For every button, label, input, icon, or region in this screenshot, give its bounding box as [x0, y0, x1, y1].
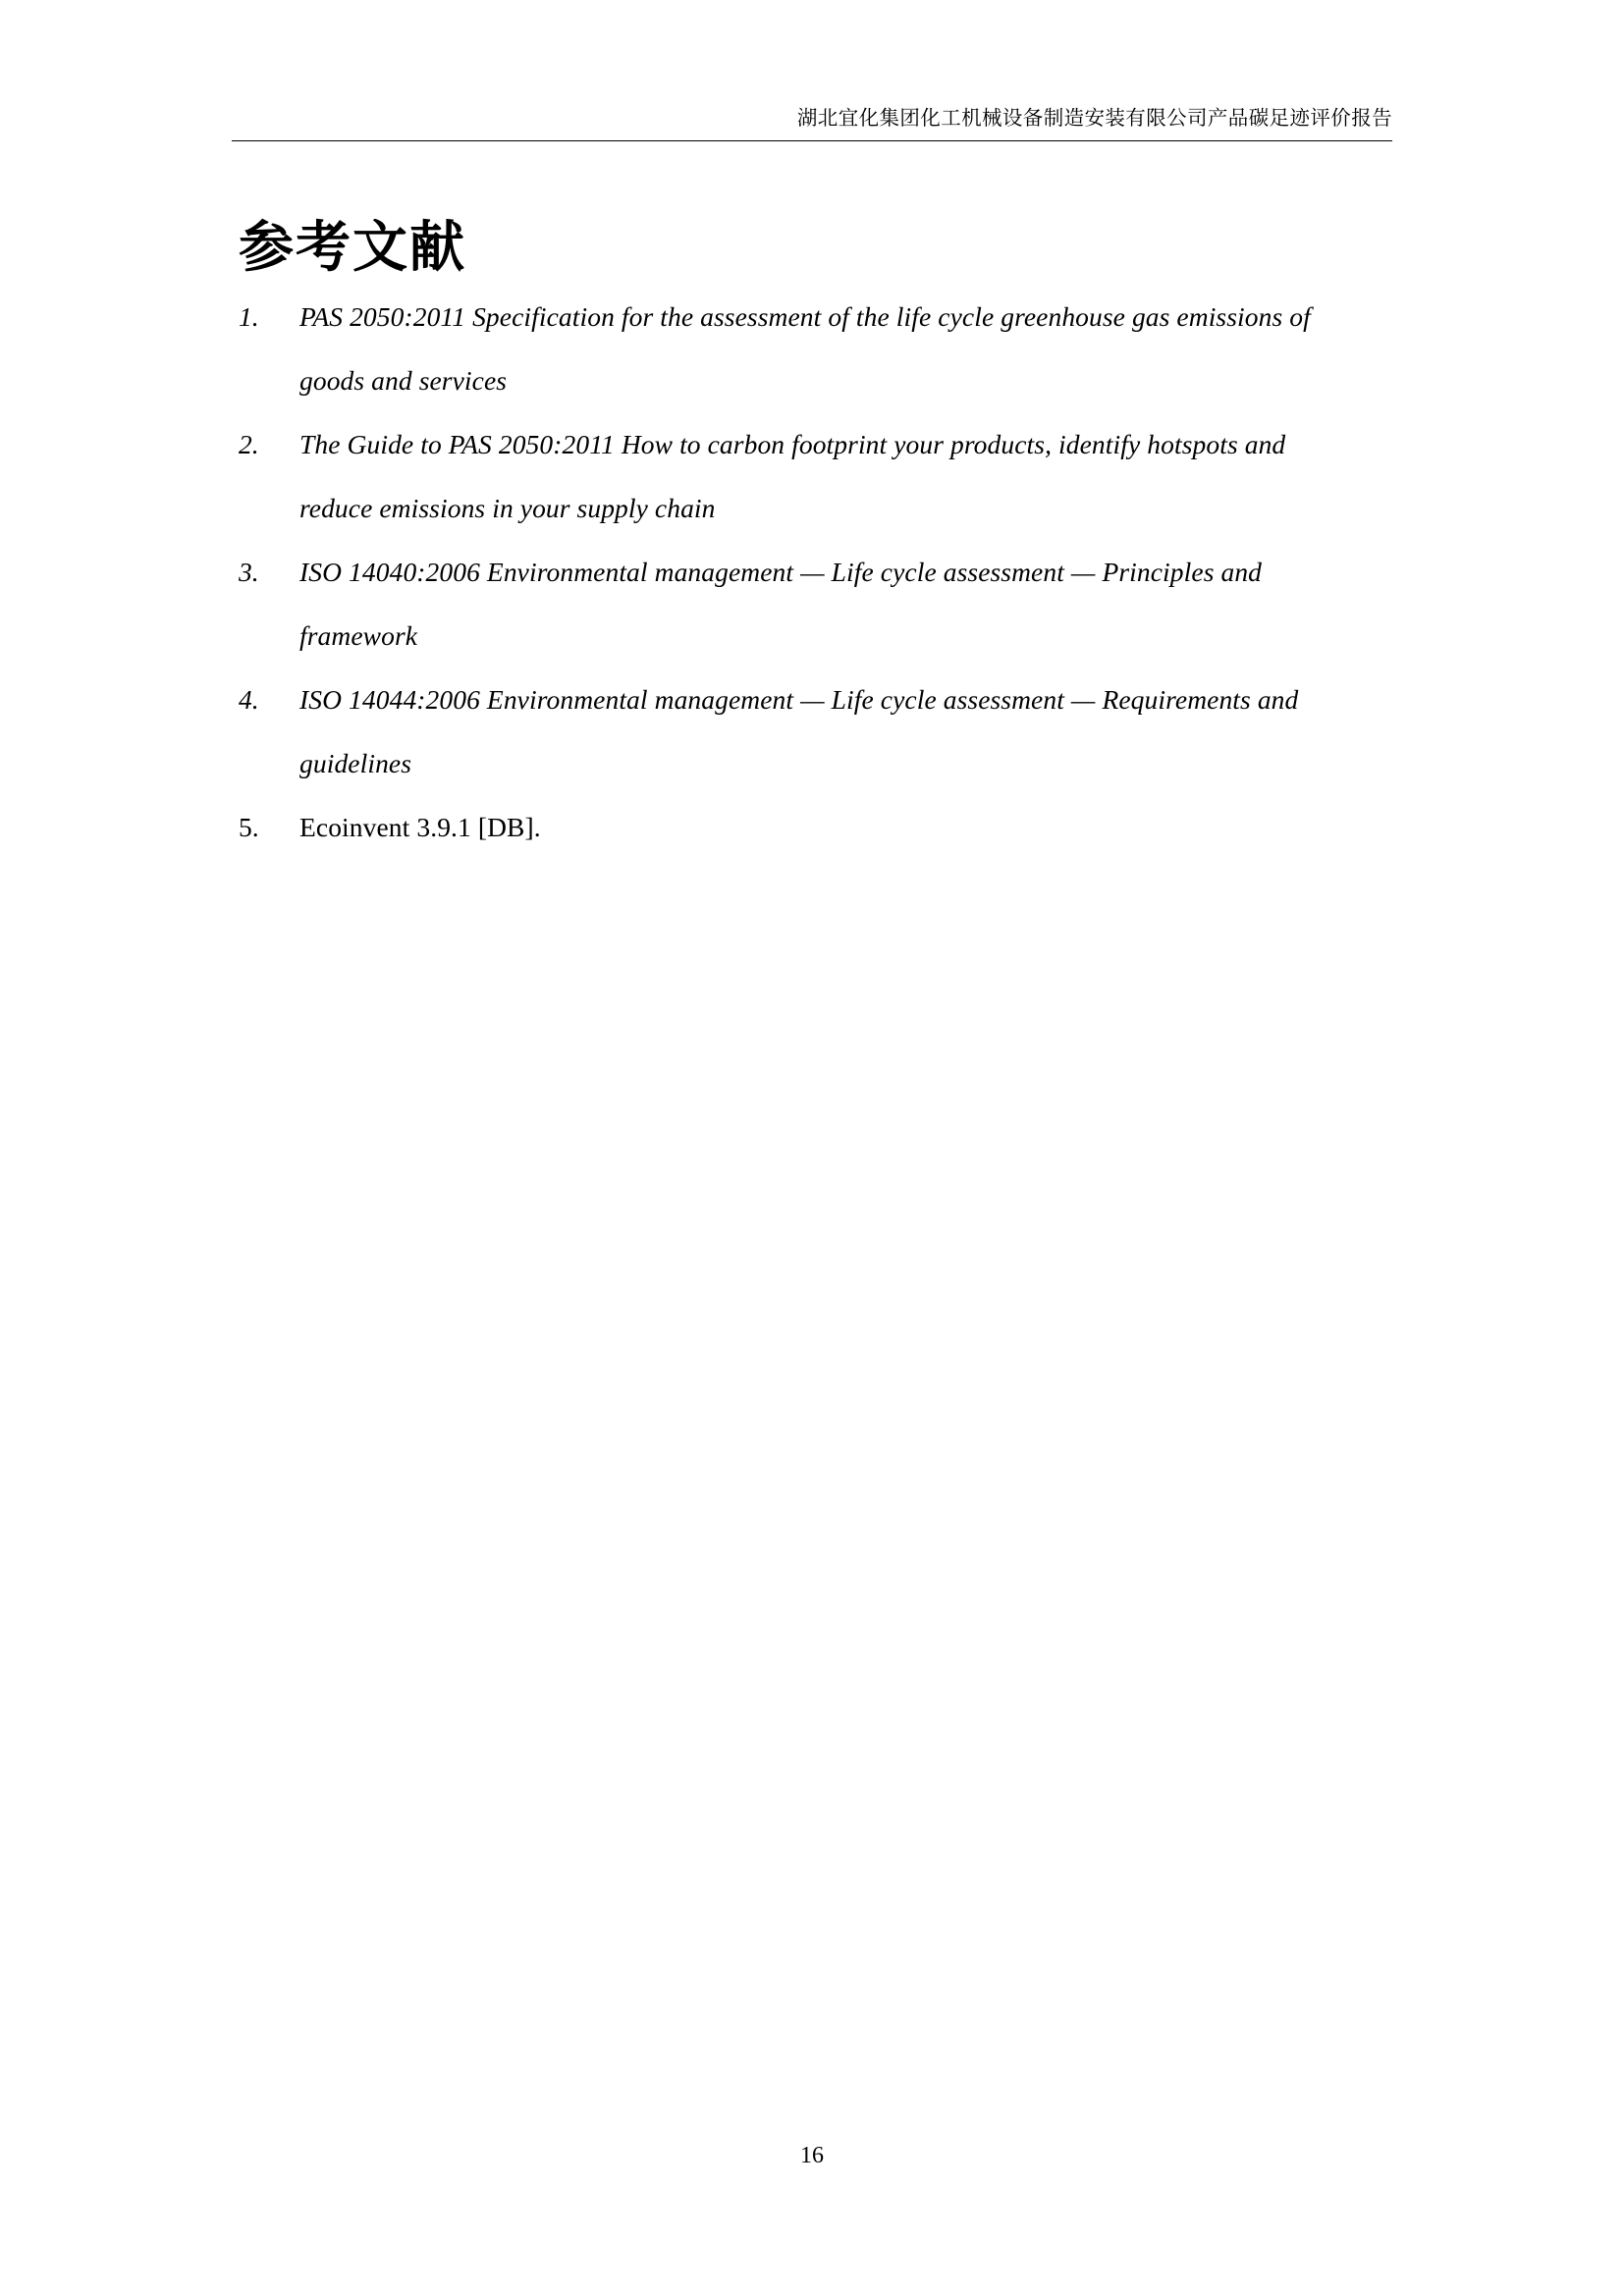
- reference-list: [239, 285, 1358, 859]
- reference-number: 2.: [239, 429, 259, 459]
- reference-text: ISO 14044:2006 Environmental management — Life cycle assessment — Requirements and guidelines: [299, 684, 1299, 778]
- list-item: [239, 795, 1358, 859]
- reference-text: Ecoinvent 3.9.1 [DB].: [299, 812, 541, 842]
- page-title: 参考文献: [239, 215, 466, 280]
- list-item: [239, 667, 1358, 795]
- list-item: [239, 412, 1358, 540]
- reference-number: 3.: [239, 557, 259, 587]
- reference-text: PAS 2050:2011 Specification for the assessment of the life cycle greenhouse gas emissions of goods and services: [299, 301, 1311, 396]
- list-item: [239, 540, 1358, 667]
- page-number: 16: [800, 2143, 824, 2168]
- header-divider: [232, 140, 1392, 141]
- reference-text: The Guide to PAS 2050:2011 How to carbon footprint your products, identify hotspots and reduce emissions in your supply chain: [299, 429, 1286, 523]
- reference-number: 4.: [239, 684, 259, 715]
- running-header: 湖北宜化集团化工机械设备制造安装有限公司产品碳足迹评价报告: [796, 106, 1392, 130]
- reference-number: 1.: [239, 301, 259, 332]
- reference-text: ISO 14040:2006 Environmental management — Life cycle assessment — Principles and framework: [299, 557, 1263, 651]
- list-item: [239, 285, 1358, 412]
- reference-number: 5.: [239, 812, 259, 842]
